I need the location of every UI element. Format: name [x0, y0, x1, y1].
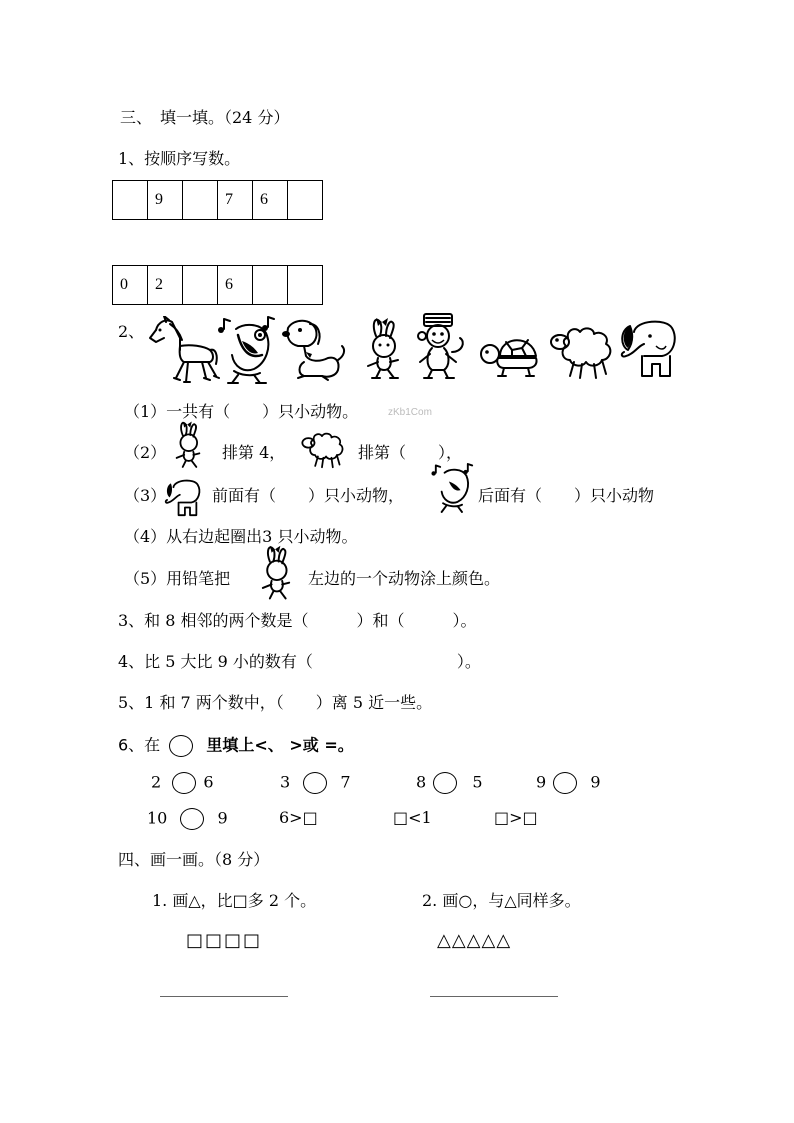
- q2-s5a: （5）用铅笔把: [124, 569, 231, 588]
- compare-circle[interactable]: [180, 808, 204, 830]
- section4-title: 四、画一画。（8 分）: [118, 850, 270, 869]
- compare-item-1: [151, 772, 214, 794]
- q6-prefix: 6、在: [118, 735, 161, 755]
- compare-item-8[interactable]: □>□: [494, 808, 538, 827]
- seq2-cell[interactable]: 2: [148, 266, 183, 305]
- elephant-icon[interactable]: [162, 476, 204, 520]
- monkey-icon[interactable]: [412, 312, 472, 382]
- q2-s1: （1）一共有（ ）只小动物。: [124, 402, 359, 421]
- compare-right: 9: [217, 808, 228, 828]
- q3-text: 3、和 8 相邻的两个数是（ ）和（ ）。: [118, 611, 477, 630]
- compare-right: 9: [590, 772, 601, 792]
- triangles-row: △△△△△: [437, 930, 512, 951]
- compare-circle[interactable]: [553, 772, 577, 794]
- q2-s4: （4）从右边起圈出3 只小动物。: [124, 527, 358, 546]
- rabbit-icon[interactable]: [254, 544, 298, 602]
- q1-label: 1、按顺序写数。: [118, 149, 241, 168]
- seq1-cell[interactable]: 7: [218, 181, 253, 220]
- compare-item-7[interactable]: □<1: [393, 808, 432, 827]
- answer-line-2[interactable]: ________________: [430, 978, 558, 997]
- compare-item-2: [280, 772, 351, 794]
- seq2-cell[interactable]: 0: [113, 266, 148, 305]
- q2-s3b: 前面有（ ）只小动物，: [212, 486, 405, 505]
- q2-label: 2、: [118, 322, 145, 341]
- rabbit-icon[interactable]: [358, 316, 408, 382]
- seq2-cell[interactable]: [253, 266, 288, 305]
- compare-circle-icon: [169, 735, 193, 757]
- compare-left: 3: [280, 772, 291, 792]
- q2-s3c: 后面有（ ）只小动物: [478, 486, 655, 505]
- compare-item-6[interactable]: 6>□: [279, 808, 318, 827]
- q2-s2b: 排第 4，: [222, 443, 286, 462]
- answer-line-1[interactable]: ________________: [160, 978, 288, 997]
- dog-icon[interactable]: [280, 316, 350, 384]
- seq1-cell[interactable]: 6: [253, 181, 288, 220]
- compare-item-3: [416, 772, 483, 794]
- squares-row: □□□□: [186, 930, 263, 951]
- elephant-icon[interactable]: [616, 316, 682, 382]
- seq1-cell[interactable]: 9: [148, 181, 183, 220]
- draw-q2: 2. 画○，与△同样多。: [422, 891, 581, 910]
- q2-s2c: 排第（ ），: [358, 443, 463, 462]
- seq1-cell[interactable]: [288, 181, 323, 220]
- seq2-cell[interactable]: [288, 266, 323, 305]
- turtle-icon[interactable]: [476, 326, 542, 380]
- q2-s3a: （3）: [124, 486, 167, 505]
- compare-left: 8: [416, 772, 427, 792]
- compare-item-4: [536, 772, 601, 794]
- q2-s5b: 左边的一个动物涂上颜色。: [308, 569, 501, 588]
- watermark-text: zKb1Com: [388, 407, 432, 418]
- q6-instruction: [118, 735, 354, 757]
- section3-title: 三、 填一填。（24 分）: [120, 108, 290, 127]
- q5-text: 5、1 和 7 两个数中，（ ）离 5 近一些。: [118, 693, 433, 712]
- compare-left: 9: [536, 772, 547, 792]
- bird-icon[interactable]: [216, 313, 282, 387]
- q6-suffix: 里填上<、 >或 =。: [206, 735, 354, 755]
- compare-left: 2: [151, 772, 162, 792]
- draw-q1: 1. 画△，比□多 2 个。: [152, 891, 317, 910]
- sequence-table-1: [112, 180, 323, 220]
- compare-right: 7: [340, 772, 351, 792]
- seq1-cell[interactable]: [113, 181, 148, 220]
- sequence-table-2: [112, 265, 323, 305]
- bird-icon[interactable]: [430, 460, 478, 516]
- q4-text: 4、比 5 大比 9 小的数有（ ）。: [118, 652, 481, 671]
- horse-icon[interactable]: [144, 316, 220, 386]
- compare-circle[interactable]: [303, 772, 327, 794]
- sheep-icon[interactable]: [548, 320, 618, 382]
- q2-s2a: （2）: [124, 443, 167, 462]
- seq2-cell[interactable]: [183, 266, 218, 305]
- seq2-cell[interactable]: 6: [218, 266, 253, 305]
- compare-circle[interactable]: [172, 772, 196, 794]
- compare-left: 10: [147, 808, 168, 828]
- compare-right: 6: [203, 772, 214, 792]
- rabbit-icon[interactable]: [168, 420, 208, 470]
- compare-item-5: [147, 808, 228, 830]
- compare-right: 5: [472, 772, 483, 792]
- sheep-icon[interactable]: [298, 428, 350, 470]
- seq1-cell[interactable]: [183, 181, 218, 220]
- compare-circle[interactable]: [433, 772, 457, 794]
